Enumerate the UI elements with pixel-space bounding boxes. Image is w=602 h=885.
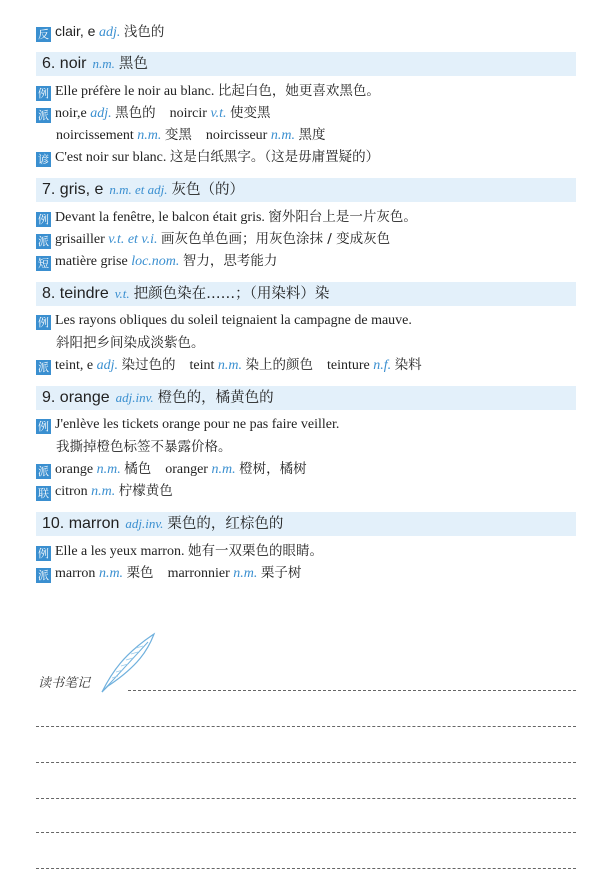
example-french: Devant la fenêtre, le balcon était gris. bbox=[55, 210, 265, 225]
entry-heading-orange bbox=[36, 386, 576, 410]
term: noir,e bbox=[55, 106, 87, 121]
feather-icon bbox=[98, 632, 158, 694]
example-french: J'enlève les tickets orange pour ne pas faire veiller. bbox=[55, 417, 340, 432]
pos-label: adj.inv. bbox=[115, 390, 154, 405]
entry-heading-teindre bbox=[36, 282, 576, 306]
entry-heading-gris bbox=[36, 178, 576, 202]
example-line bbox=[36, 206, 576, 228]
pos-label: n.m. et adj. bbox=[109, 182, 168, 197]
derivative-line bbox=[36, 124, 576, 146]
pos-label: n.m. bbox=[96, 462, 121, 477]
entry-heading-noir bbox=[36, 52, 576, 76]
note-line bbox=[36, 726, 576, 727]
example-tag: 例 bbox=[38, 547, 49, 560]
derivative-tag: 派 bbox=[38, 465, 49, 478]
term: marronnier bbox=[167, 566, 230, 581]
example-line bbox=[36, 310, 576, 332]
headword: 9. orange bbox=[42, 389, 110, 406]
phrase-tag: 短 bbox=[38, 257, 49, 270]
example-tag: 例 bbox=[38, 213, 49, 226]
definition: 橙树，橘树 bbox=[239, 461, 307, 477]
pos-label: n.m. bbox=[217, 358, 243, 373]
example-translation-line bbox=[36, 436, 576, 458]
definition: 栗色 bbox=[126, 565, 154, 581]
phrase-line bbox=[36, 250, 576, 272]
pos-label: n.m. bbox=[211, 462, 236, 477]
pos-label: v.t. bbox=[210, 106, 227, 121]
pos-label: adj. bbox=[96, 358, 118, 373]
derivative-line bbox=[36, 354, 576, 376]
term: noircir bbox=[169, 106, 207, 121]
definition: 橙色的，橘黄色的 bbox=[157, 390, 274, 406]
example-french: Elle a les yeux marron. bbox=[55, 544, 185, 559]
derivative-line bbox=[36, 458, 576, 480]
definition: 使变黑 bbox=[230, 105, 271, 121]
example-tag: 例 bbox=[38, 87, 49, 100]
term: noircissement bbox=[56, 128, 134, 143]
example-line bbox=[36, 80, 576, 102]
term: noircisseur bbox=[205, 128, 268, 143]
note-line bbox=[36, 798, 576, 799]
term: oranger bbox=[165, 462, 208, 477]
term: orange bbox=[55, 462, 94, 477]
pos-label: n.m. bbox=[233, 566, 258, 581]
note-line bbox=[36, 832, 576, 833]
term: teinture bbox=[327, 358, 370, 373]
derivative-tag: 派 bbox=[38, 235, 49, 248]
antonym-tag: 反 bbox=[38, 28, 49, 41]
entry-heading-marron bbox=[36, 512, 576, 536]
term: clair, e bbox=[55, 23, 96, 39]
example-chinese: 她有一双栗色的眼睛。 bbox=[187, 543, 323, 559]
definition: 智力，思考能力 bbox=[182, 253, 278, 269]
example-chinese: 我撕掉橙色标签不暴露价格。 bbox=[56, 439, 232, 455]
antonym-line bbox=[36, 20, 576, 42]
headword: 10. marron bbox=[42, 515, 120, 532]
example-french: Les rayons obliques du soleil teignaient la campagne de mauve. bbox=[55, 313, 412, 328]
example-line bbox=[36, 540, 576, 562]
definition: 灰色（的） bbox=[171, 182, 244, 198]
headword: 6. noir bbox=[42, 55, 87, 72]
pos-label: adj. bbox=[98, 25, 121, 40]
example-line bbox=[36, 414, 576, 436]
example-tag: 例 bbox=[38, 316, 49, 329]
related-tag: 联 bbox=[38, 487, 49, 500]
definition: 橘色 bbox=[124, 461, 152, 477]
note-line bbox=[36, 868, 576, 869]
example-translation-line bbox=[36, 332, 576, 354]
definition: 黑色的 bbox=[115, 105, 156, 121]
definition: 浅色的 bbox=[123, 24, 165, 40]
term: citron bbox=[55, 484, 88, 499]
example-chinese: 斜阳把乡间染成淡紫色。 bbox=[56, 335, 205, 351]
example-chinese: 比起白色，她更喜欢黑色。 bbox=[217, 83, 380, 99]
pos-label: n.m. bbox=[137, 128, 162, 143]
note-line bbox=[128, 690, 576, 691]
notes-title: 读书笔记 bbox=[38, 676, 91, 691]
proverb-chinese: 这是白纸黑字。（这是毋庸置疑的） bbox=[169, 149, 380, 165]
definition: 黑度 bbox=[298, 127, 326, 143]
term: matière grise bbox=[55, 254, 128, 269]
derivative-line bbox=[36, 562, 576, 584]
pos-label: loc.nom. bbox=[131, 254, 180, 269]
proverb-tag: 谚 bbox=[38, 153, 49, 166]
example-tag: 例 bbox=[38, 420, 49, 433]
example-chinese: 窗外阳台上是一片灰色。 bbox=[268, 209, 417, 225]
pos-label: v.t. bbox=[114, 286, 130, 301]
derivative-tag: 派 bbox=[38, 109, 49, 122]
definition: 把颜色染在……；（用染料）染 bbox=[133, 286, 330, 302]
definition: 变黑 bbox=[164, 127, 192, 143]
pos-label: n.m. bbox=[92, 56, 115, 71]
related-line bbox=[36, 480, 576, 502]
term: teint bbox=[189, 358, 215, 373]
pos-label: n.m. bbox=[91, 484, 116, 499]
definition: 栗子树 bbox=[260, 565, 302, 581]
proverb-french: C'est noir sur blanc. bbox=[55, 150, 167, 165]
definition: 画灰色单色画；用灰色涂抹 / 变成灰色 bbox=[161, 231, 391, 247]
definition: 黑色 bbox=[118, 56, 148, 72]
derivative-tag: 派 bbox=[38, 569, 49, 582]
term: marron bbox=[55, 566, 96, 581]
derivative-line bbox=[36, 228, 576, 250]
example-french: Elle préfère le noir au blanc. bbox=[55, 84, 215, 99]
definition: 柠檬黄色 bbox=[118, 483, 173, 499]
term: grisailler bbox=[55, 232, 105, 247]
proverb-line bbox=[36, 146, 576, 168]
vocabulary-page bbox=[36, 20, 576, 584]
pos-label: n.f. bbox=[373, 358, 392, 373]
derivative-line bbox=[36, 102, 576, 124]
pos-label: n.m. bbox=[98, 566, 124, 581]
term: teint, e bbox=[55, 358, 94, 373]
headword: 7. gris, e bbox=[42, 181, 104, 198]
definition: 染过色的 bbox=[121, 357, 176, 373]
definition: 栗色的，红棕色的 bbox=[167, 516, 284, 532]
headword: 8. teindre bbox=[42, 285, 109, 302]
pos-label: adj.inv. bbox=[125, 516, 164, 531]
note-line bbox=[36, 762, 576, 763]
derivative-tag: 派 bbox=[38, 361, 49, 374]
definition: 染料 bbox=[394, 357, 422, 373]
pos-label: adj. bbox=[90, 106, 112, 121]
pos-label: v.t. et v.i. bbox=[108, 232, 158, 247]
pos-label: n.m. bbox=[270, 128, 295, 143]
definition: 染上的颜色 bbox=[245, 357, 314, 373]
